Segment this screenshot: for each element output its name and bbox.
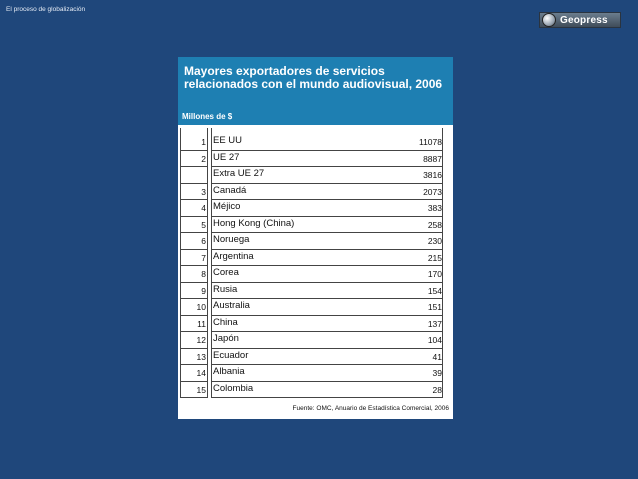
table-row [178,316,453,333]
source-note: Fuente: OMC, Anuario de Estadística Comercial, 2006 [292,405,449,412]
row-country: Noruega [213,234,250,245]
table-vertical-line [211,128,212,398]
table-row [178,250,453,267]
row-value: 8887 [423,153,442,164]
slide-caption: El proceso de globalización [6,6,86,13]
logo-text: Geopress [560,14,608,26]
table-row [178,299,453,316]
row-rank: 5 [201,219,206,230]
row-country: China [213,316,238,328]
row-rank: 14 [196,368,206,378]
row-country: Canadá [213,184,247,196]
row-country: Australia [213,300,250,311]
row-rank: 6 [201,236,206,246]
row-country: Colombia [213,382,254,394]
table-row [178,266,453,283]
row-value: 151 [427,302,442,312]
row-country: Rusia [213,283,238,295]
row-country: Japón [213,333,239,344]
table-row [178,167,453,184]
table-row [178,332,453,349]
row-divider-right [211,397,442,398]
row-value: 41 [432,351,442,362]
row-value: 258 [427,219,442,230]
row-value: 170 [427,269,442,279]
row-rank: 2 [201,153,206,164]
table-row [178,151,453,168]
row-rank: 11 [197,318,206,329]
row-value: 230 [427,236,442,246]
units-label: Millones de $ [182,112,233,121]
row-country: Argentina [213,250,254,262]
table-vertical-line [207,128,208,398]
row-value: 154 [427,285,442,296]
row-country: Méjico [213,201,241,212]
row-value: 2073 [423,186,442,197]
row-rank: 9 [201,285,206,296]
row-country: EE UU [213,135,243,146]
table-row [178,349,453,366]
table-title [184,65,446,91]
row-value: 28 [432,384,442,395]
row-value: 39 [432,368,442,378]
row-rank: 8 [201,269,206,279]
row-value: 3816 [423,170,442,180]
row-value: 137 [427,318,442,329]
row-rank: 4 [201,203,206,213]
row-rank: 7 [201,252,206,263]
row-country: Corea [213,267,239,278]
table-row [178,283,453,300]
row-value: 215 [427,252,442,263]
globe-icon [542,13,556,27]
table-row [178,200,453,217]
row-value: 104 [427,335,442,345]
row-rank: 10 [196,302,206,312]
row-rank: 12 [196,335,206,345]
row-country: UE 27 [213,151,240,163]
exporters-table-panel [178,57,453,419]
row-rank: 15 [196,384,206,395]
table-row [178,134,453,151]
table-row [178,365,453,382]
row-country: Extra UE 27 [213,168,265,179]
units-bar [178,111,453,125]
row-rank: 13 [196,351,206,362]
table-row [178,217,453,234]
row-value: 11078 [418,137,442,147]
table-title-line1: Mayores exportadores de servicios [184,64,385,78]
table-body [178,134,453,398]
table-row [178,184,453,201]
geopress-logo [539,12,621,28]
row-value: 383 [427,203,442,213]
row-country: Ecuador [213,349,249,361]
row-rank: 1 [201,137,206,147]
table-row [178,233,453,250]
row-divider-left [180,397,207,398]
table-vertical-line [180,128,181,398]
table-vertical-line [442,128,443,398]
row-country: Albania [213,366,245,377]
table-title-line2: relacionados con el mundo audiovisual, 2006 [184,77,443,91]
row-country: Hong Kong (China) [213,217,295,229]
table-row [178,382,453,399]
row-rank: 3 [201,186,206,197]
